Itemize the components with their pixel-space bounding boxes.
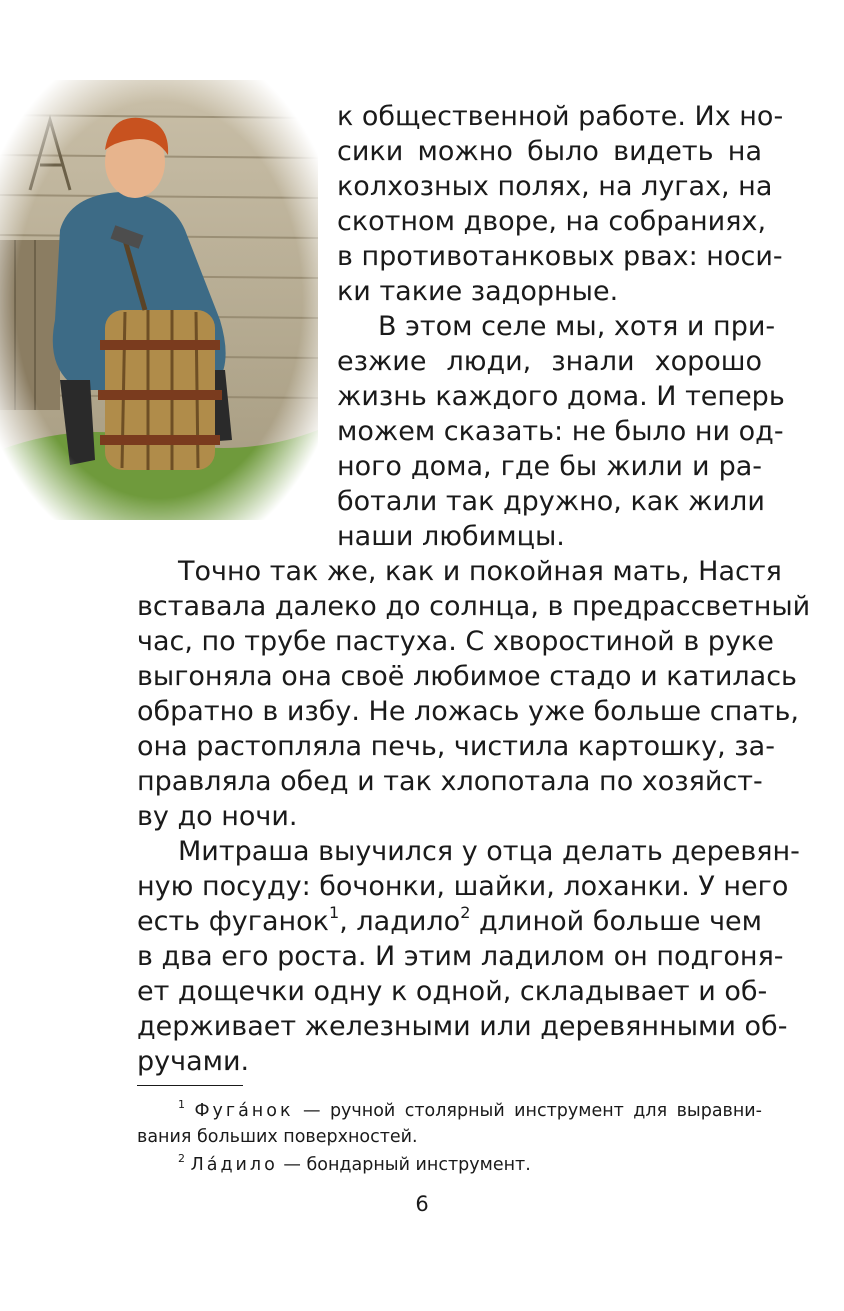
text-line: час, по трубе пастуха. С хворостиной в руке [137,626,774,657]
text-segment: длиной больше чем [470,906,763,937]
footnote-text: — бондарный инструмент. [277,1155,531,1175]
footnote-1 [178,1098,762,1124]
footnote-divider [137,1085,243,1086]
text-line: ет дощечки одну к одной, складывает и об- [137,976,768,1007]
text-line: езжие люди, знали хорошо [337,346,762,377]
text-line: ботали так дружно, как жили [337,486,765,517]
page-number: 6 [415,1192,429,1216]
text-line: ручами. [137,1046,250,1077]
text-line: ного дома, где бы жили и ра- [337,451,762,482]
footnote-ref-2[interactable]: 2 [460,903,471,922]
text-line: в два его роста. И этим ладилом он подгоня- [137,941,784,972]
text-line: вставала далеко до солнца, в предрассветный [137,591,811,622]
text-line: колхозных полях, на лугах, на [337,171,773,202]
text-line: держивает железными или деревянными об- [137,1011,788,1042]
footnote-text: — ручной столярный инструмент для выравни- [293,1101,762,1121]
text-line: ки такие задорные. [337,276,619,307]
text-segment: есть фуганок [137,906,329,937]
illustration-svg [0,80,318,520]
text-line: Митраша выучился у отца делать деревян- [178,836,800,867]
footnote-2 [178,1152,762,1178]
text-line: обратно в избу. Не ложась уже больше спать, [137,696,800,727]
text-line: В этом селе мы, хотя и при- [378,311,776,342]
text-line: ную посуду: бочонки, шайки, лоханки. У него [137,871,789,902]
text-line-with-footnote-refs [137,905,762,939]
boy-with-barrel-illustration [0,80,318,520]
footnote-ref-1[interactable]: 1 [329,903,340,922]
text-line: можем сказать: не было ни од- [337,416,784,447]
text-line: выгоняла она своё любимое стадо и катилась [137,661,797,692]
text-line: ву до ночи. [137,801,298,832]
text-line: Точно так же, как и покойная мать, Настя [178,556,782,587]
footnote-1-continuation: вания больших поверхностей. [137,1127,418,1147]
footnote-mark: 1 [178,1098,185,1112]
text-line: наши любимцы. [337,521,565,552]
footnote-term: Ла́дило [190,1155,278,1175]
text-line: в противотанковых рвах: носи- [337,241,783,272]
text-line: она растопляла печь, чистила картошку, за- [137,731,775,762]
text-line: сики можно было видеть на [337,136,762,167]
text-line: жизнь каждого дома. И теперь [337,381,785,412]
text-line: скотном дворе, на собраниях, [337,206,767,237]
text-line: к общественной работе. Их но- [337,101,784,132]
text-line: правляла обед и так хлопотала по хозяйст- [137,766,763,797]
footnote-term: Фуга́нок [194,1101,294,1121]
text-segment: , ладило [339,906,461,937]
footnote-mark: 2 [178,1152,185,1166]
